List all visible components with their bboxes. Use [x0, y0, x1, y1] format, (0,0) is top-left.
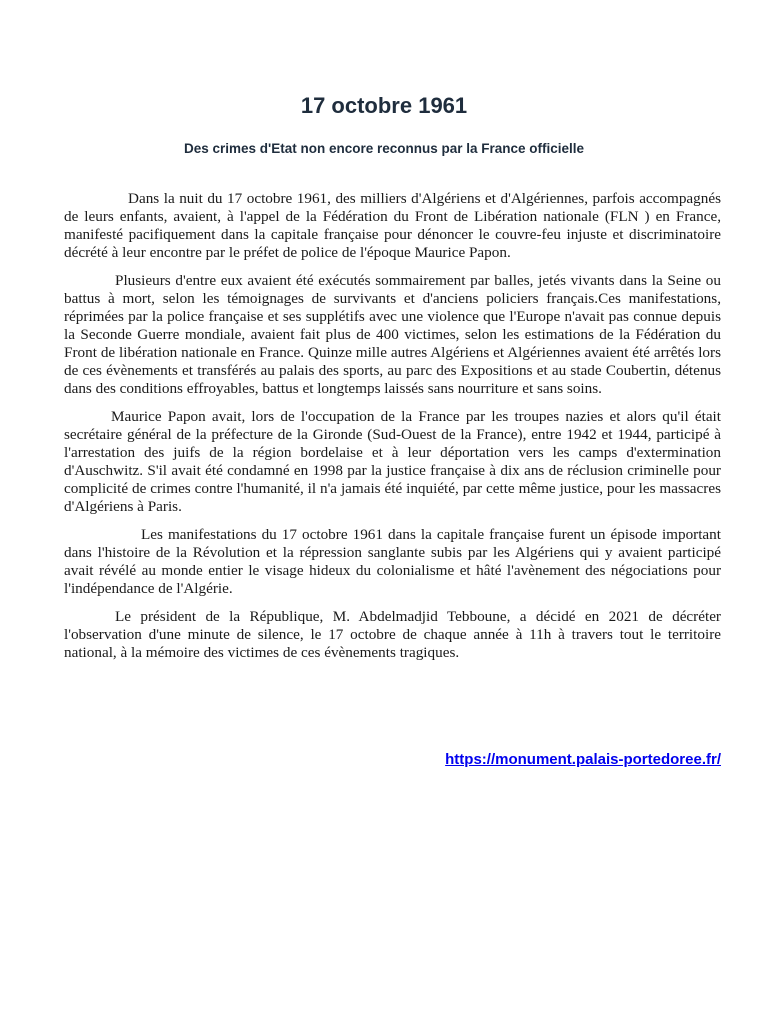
paragraph-1: Dans la nuit du 17 octobre 1961, des milliers d'Algériens et d'Algériennes, parfois accompagnés de leurs enfants, avaient, à l'appel de la Fédération du Front de Libération nationale (FLN ) en France, manifesté pacifiquement dans la capitale française pour dénoncer le couvre-feu injuste et discriminatoire décrété à leur encontre par le préfet de police de l'époque Maurice Papon. [64, 190, 721, 261]
page-title: 17 octobre 1961 [300, 93, 468, 118]
page-subtitle: Des crimes d'Etat non encore reconnus par la France officielle [183, 141, 585, 156]
article-body [64, 190, 721, 672]
paragraph-5: Le président de la République, M. Abdelmadjid Tebboune, a décidé en 2021 de décréter l'observation d'une minute de silence, le 17 octobre de chaque année à 11h à travers tout le territoire national, à la mémoire des victimes de ces évènements tragiques. [64, 608, 721, 661]
paragraph-2: Plusieurs d'entre eux avaient été exécutés sommairement par balles, jetés vivants dans la Seine ou battus à mort, selon les témoignages de survivants et d'anciens policiers français.Ces manifestations, réprimées par la police française et ses supplétifs avec une violence que l'Europe n'avait pas connue depuis la Seconde Guerre mondiale, avaient fait plus de 400 victimes, selon les estimations de la Fédération du Front de libération nationale en France. Quinze mille autres Algériens et Algériennes avaient été arrêtés lors de ces évènements et transférés au palais des sports, au parc des Expositions et au stade Coubertin, détenus dans des conditions effroyables, battus et longtemps laissés sans nourriture et sans soins. [64, 272, 721, 397]
paragraph-4: Les manifestations du 17 octobre 1961 dans la capitale française furent un épisode important dans l'histoire de la Révolution et la répression sanglante subis par les Algériens qui y avaient participé avait révélé au monde entier le visage hideux du colonialisme et hâté l'avènement des négociations pour l'indépendance de l'Algérie. [64, 526, 721, 597]
source-link[interactable]: https://monument.palais-portedoree.fr/ [445, 751, 721, 768]
paragraph-3: Maurice Papon avait, lors de l'occupation de la France par les troupes nazies et alors qu'il était secrétaire général de la préfecture de la Gironde (Sud-Ouest de la France), entre 1942 et 1944, participé à l'arrestation des juifs de la région bordelaise et à leur déportation vers les camps d'extermination d'Auschwitz. S'il avait été condamné en 1998 par la justice française à dix ans de réclusion criminelle pour complicité de crimes contre l'humanité, il n'a jamais été inquiété, par cette même justice, pour les massacres d'Algériens à Paris. [64, 408, 721, 515]
